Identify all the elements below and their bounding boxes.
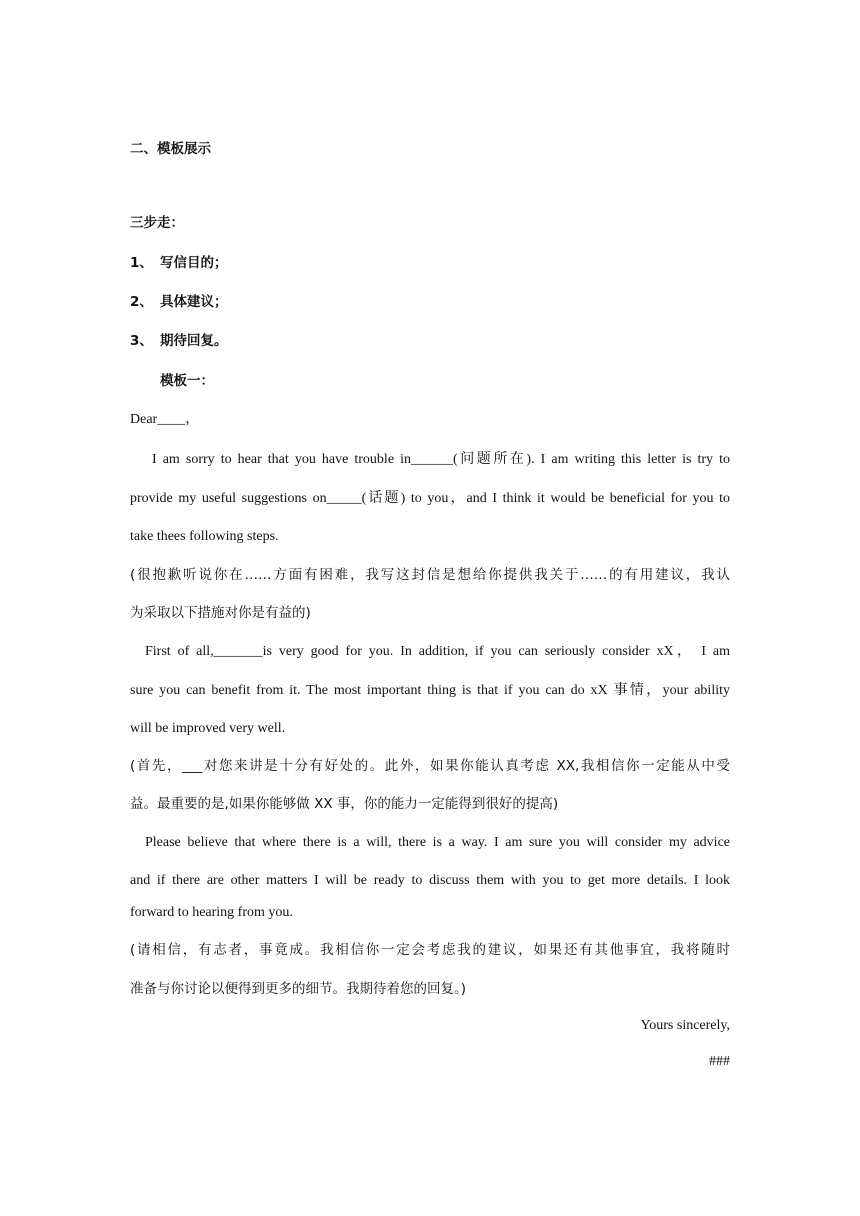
paragraph3-line3: forward to hearing from you. xyxy=(130,905,293,920)
paragraph3-line2: and if there are other matters I will be ready to discuss them with you to get more details. I look xyxy=(130,873,730,888)
step-text: 写信目的； xyxy=(160,255,228,271)
step-text: 期待回复。 xyxy=(160,333,228,349)
paragraph2-text: First of all, xyxy=(145,644,214,659)
paragraph1-text: I am sorry to hear that you have trouble in xyxy=(152,452,411,467)
paragraph1-text: provide my useful suggestions on xyxy=(130,491,327,506)
step-number: 3、 xyxy=(130,333,153,349)
salutation-blank: ____ xyxy=(157,412,186,427)
signature: ### xyxy=(709,1054,730,1069)
closing: Yours sincerely, xyxy=(640,1018,730,1033)
translation1-line2: 为采取以下措施对你是有益的) xyxy=(130,605,311,621)
paragraph2-line3: will be improved very well. xyxy=(130,721,286,736)
fill-blank: ______ xyxy=(410,452,453,467)
paragraph2-text: is very good for you. In addition, if you can seriously consider xX， I am xyxy=(262,644,730,659)
fill-blank: _____ xyxy=(326,491,362,506)
step-text: 具体建议； xyxy=(160,294,228,310)
steps-title: 三步走： xyxy=(130,215,184,231)
step-item-2 xyxy=(130,292,730,312)
salutation-comma: ， xyxy=(185,412,200,427)
translation3-line1: (请相信，有志者，事竟成。我相信你一定会考虑我的建议，如果还有其他事宜，我将随时 xyxy=(130,942,730,958)
paragraph1-line3: take thees following steps. xyxy=(130,529,279,544)
section-heading: 二、模板展示 xyxy=(130,141,211,157)
fill-blank: _______ xyxy=(213,644,263,659)
step-number: 1、 xyxy=(130,255,153,271)
translation2-line2: 益。最重要的是,如果你能够做 XX 事，你的能力一定能得到很好的提高) xyxy=(130,796,559,812)
salutation-word: Dear xyxy=(130,412,158,427)
paragraph1-text: (话题) to you，and I think it would be beneficial for you to xyxy=(361,491,731,506)
step-number: 2、 xyxy=(130,294,153,310)
paragraph2-line2: sure you can benefit from it. The most important thing is that if you can do xX 事情，your ability xyxy=(130,683,730,698)
template-title: 模板一： xyxy=(160,373,214,389)
step-item-3 xyxy=(130,331,730,351)
paragraph2-line1 xyxy=(145,642,730,662)
translation1-line1: (很抱歉听说你在……方面有困难，我写这封信是想给你提供我关于……的有用建议，我认 xyxy=(130,567,730,583)
paragraph3-line1: Please believe that where there is a will, there is a way. I am sure you will consider my advice xyxy=(145,835,730,850)
step-item-1 xyxy=(130,253,730,273)
paragraph1-line2 xyxy=(130,489,730,509)
salutation xyxy=(130,410,730,430)
translation3-line2: 准备与你讨论以便得到更多的细节。我期待着您的回复。) xyxy=(130,981,467,997)
paragraph1-text: (问题所在). I am writing this letter is try to xyxy=(452,452,731,467)
translation2-line1: (首先，___对您来讲是十分有好处的。此外，如果你能认真考虑 XX,我相信你一定能从中受 xyxy=(130,758,730,774)
document-page xyxy=(130,0,730,1216)
paragraph1-line1 xyxy=(152,450,730,470)
